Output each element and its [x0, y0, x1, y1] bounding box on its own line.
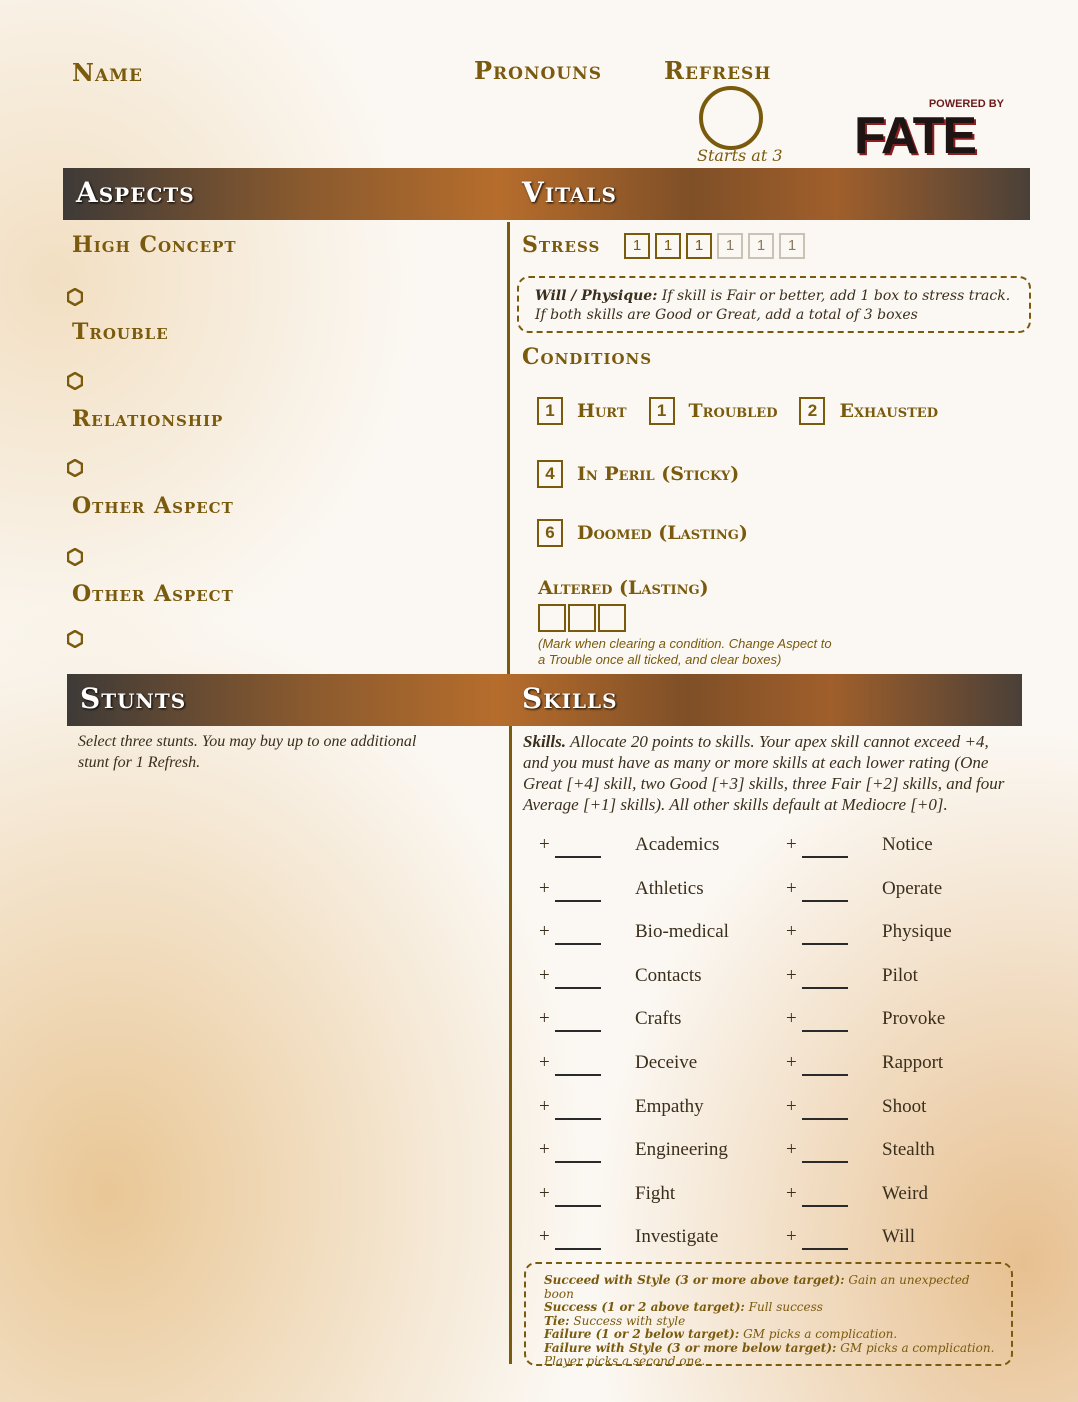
skill-rating-field[interactable]: [802, 1118, 848, 1120]
skills-intro-line2: and you must have as many or more skills at each lower rating (One: [523, 753, 989, 772]
outcome-label: Succeed with Style (3 or more above target):: [544, 1273, 845, 1287]
stunts-title: Stunts: [80, 682, 187, 715]
skills-intro-line3: Great [+4] skill, two Good [+3] skills, three Fair [+2] skills, and four: [523, 774, 1005, 793]
skill-row: [539, 1183, 739, 1213]
skill-rating-field[interactable]: [555, 1030, 601, 1032]
hexagon-icon[interactable]: [67, 630, 83, 648]
outcome-label: Failure with Style (3 or more below target):: [544, 1340, 837, 1355]
condition-box-doomed[interactable]: 6: [537, 519, 563, 547]
skill-plus: +: [539, 921, 550, 943]
skill-rating-field[interactable]: [802, 1030, 848, 1032]
skill-name: Pilot: [882, 964, 918, 986]
skill-plus: +: [539, 1139, 550, 1161]
skill-row: [786, 965, 986, 995]
fate-logo: [848, 98, 1008, 165]
outcome-text: Gain an unexpected boon: [544, 1273, 970, 1301]
condition-exhausted: Exhausted: [839, 400, 938, 422]
condition-box-troubled[interactable]: 1: [649, 397, 675, 425]
column-divider-top: [507, 222, 510, 674]
skill-plus: +: [539, 1226, 550, 1248]
skill-name: Investigate: [635, 1226, 719, 1248]
condition-hurt: Hurt: [577, 400, 627, 422]
skill-row: [539, 921, 739, 951]
skill-name: Rapport: [882, 1052, 944, 1073]
skill-row: [786, 1008, 986, 1038]
skills-intro-bold: Skills.: [523, 732, 566, 751]
vitals-title: Vitals: [522, 176, 617, 209]
skill-name: Provoke: [882, 1008, 946, 1030]
stunts-intro-line2: stunt for 1 Refresh.: [78, 754, 201, 771]
skill-plus: +: [539, 877, 550, 899]
outcome-text: Full success: [744, 1300, 823, 1314]
skill-name: Contacts: [635, 964, 702, 986]
condition-troubled: Troubled: [688, 400, 778, 422]
skill-plus: +: [539, 1095, 550, 1117]
outcome-label: Tie:: [544, 1313, 570, 1328]
altered-box[interactable]: [568, 604, 596, 632]
stunts-intro-line1: Select three stunts. You may buy up to one additional: [78, 733, 417, 750]
skill-rating-field[interactable]: [555, 987, 601, 989]
stress-box[interactable]: 1: [779, 233, 805, 259]
skill-rating-field[interactable]: [555, 1161, 601, 1163]
stress-box[interactable]: 1: [655, 233, 681, 259]
stress-label: Stress: [522, 232, 601, 258]
refresh-label: Refresh: [664, 56, 772, 85]
skill-row: [539, 1052, 739, 1082]
aspects-title: Aspects: [76, 176, 195, 209]
altered-note-line2: a Trouble once all ticked, and clear boxes): [538, 652, 782, 667]
skill-name: Will: [882, 1226, 916, 1248]
condition-box-exhausted[interactable]: 2: [799, 397, 825, 425]
skill-plus: +: [786, 877, 797, 899]
skill-row: [786, 1052, 986, 1082]
outcome-label: Success (1 or 2 above target):: [544, 1300, 745, 1314]
condition-doomed: Doomed (Lasting): [577, 522, 748, 544]
skill-rating-field[interactable]: [555, 1205, 601, 1207]
stress-note: [517, 276, 1031, 333]
skill-rating-field[interactable]: [555, 856, 601, 858]
conditions-label: Conditions: [522, 344, 653, 370]
column-divider-bottom: [509, 726, 512, 1364]
skill-plus: +: [786, 921, 797, 943]
aspect-label-relationship: Relationship: [72, 406, 224, 432]
stress-box[interactable]: 1: [717, 233, 743, 259]
altered-box[interactable]: [598, 604, 626, 632]
stress-note-line1: If skill is Fair or better, add 1 box to stress track.: [657, 288, 1011, 304]
stunts-intro: [78, 731, 416, 773]
conditions-row-1: [537, 397, 938, 425]
outcome-text: GM picks a complication.: [739, 1327, 898, 1341]
skill-rating-field[interactable]: [555, 943, 601, 945]
hexagon-icon[interactable]: [67, 288, 83, 306]
skill-name: Athletics: [635, 877, 704, 899]
conditions-row-3: [537, 519, 770, 547]
skill-plus: +: [786, 1052, 797, 1073]
pronouns-label: Pronouns: [474, 56, 602, 85]
skill-plus: +: [786, 1095, 797, 1117]
skill-plus: +: [786, 834, 797, 855]
skill-row: [539, 878, 739, 908]
skill-plus: +: [539, 964, 550, 986]
skill-row: [539, 1008, 739, 1038]
stress-note-bold: Will / Physique:: [535, 288, 658, 304]
skill-rating-field[interactable]: [802, 1074, 848, 1076]
condition-box-in-peril[interactable]: 4: [537, 460, 563, 488]
skill-row: [786, 921, 986, 951]
skill-rating-field[interactable]: [555, 1074, 601, 1076]
skill-row: [539, 965, 739, 995]
skill-row: [786, 878, 986, 908]
altered-label: Altered (Lasting): [538, 577, 709, 599]
hexagon-icon[interactable]: [67, 459, 83, 477]
logo-powered-by: POWERED BY: [928, 98, 1004, 110]
altered-track: [538, 604, 628, 636]
skills-intro-line1: Allocate 20 points to skills. Your apex skill cannot exceed +4,: [566, 732, 989, 751]
skill-row: [539, 1226, 739, 1256]
stress-box[interactable]: 1: [748, 233, 774, 259]
aspect-label-high-concept: High Concept: [72, 232, 237, 258]
skill-name: Physique: [882, 921, 952, 943]
skill-rating-field[interactable]: [555, 1118, 601, 1120]
skill-rating-field[interactable]: [802, 943, 848, 945]
skill-row: [786, 834, 986, 864]
name-label: Name: [72, 58, 143, 87]
skill-rating-field[interactable]: [802, 1248, 848, 1250]
skill-name: Operate: [882, 877, 943, 899]
altered-note-line1: (Mark when clearing a condition. Change Aspect to: [538, 636, 832, 651]
skill-rating-field[interactable]: [802, 900, 848, 902]
skill-row: [539, 834, 739, 864]
skill-name: Academics: [635, 834, 720, 855]
skill-row: [539, 1096, 739, 1126]
skill-rating-field[interactable]: [802, 1205, 848, 1207]
skill-name: Shoot: [882, 1095, 927, 1117]
stress-note-line2: If both skills are Good or Great, add a total of 3 boxes: [535, 307, 918, 323]
skill-row: [786, 1183, 986, 1213]
skill-plus: +: [539, 834, 550, 855]
skill-row: [786, 1096, 986, 1126]
skill-name: Bio-medical: [635, 921, 729, 943]
skill-row: [786, 1139, 986, 1169]
skill-row: [539, 1139, 739, 1169]
skill-name: Empathy: [635, 1095, 704, 1117]
outcome-text: Success with style: [569, 1313, 686, 1328]
skill-plus: +: [539, 1052, 550, 1073]
skill-name: Deceive: [635, 1052, 698, 1073]
skill-name: Weird: [882, 1182, 928, 1204]
outcome-label: Failure (1 or 2 below target):: [544, 1327, 740, 1341]
skill-plus: +: [786, 1139, 797, 1161]
hexagon-icon[interactable]: [67, 548, 83, 566]
outcome-text: GM picks a complication.: [836, 1340, 995, 1355]
skill-row: [786, 1226, 986, 1256]
aspect-label-trouble: Trouble: [72, 319, 169, 345]
aspect-label-other-1: Other Aspect: [72, 493, 234, 519]
skill-rating-field[interactable]: [802, 856, 848, 858]
skill-plus: +: [539, 1182, 550, 1204]
aspect-label-other-2: Other Aspect: [72, 581, 234, 607]
stress-box[interactable]: 1: [624, 233, 650, 259]
skill-plus: +: [786, 1182, 797, 1204]
stress-box[interactable]: 1: [686, 233, 712, 259]
condition-in-peril: In Peril (Sticky): [577, 463, 740, 485]
skill-name: Notice: [882, 834, 933, 855]
skill-name: Crafts: [635, 1008, 682, 1030]
outcomes-box: [524, 1262, 1013, 1366]
skill-rating-field[interactable]: [802, 987, 848, 989]
skill-name: Engineering: [635, 1139, 728, 1161]
skill-rating-field[interactable]: [555, 1248, 601, 1250]
skill-rating-field[interactable]: [802, 1161, 848, 1163]
skill-plus: +: [786, 1226, 797, 1248]
refresh-hint: Starts at 3: [697, 146, 783, 165]
skill-name: Fight: [635, 1182, 676, 1204]
skill-name: Stealth: [882, 1139, 935, 1161]
condition-box-hurt[interactable]: 1: [537, 397, 563, 425]
skill-plus: +: [786, 964, 797, 986]
refresh-circle[interactable]: [699, 86, 763, 150]
hexagon-icon[interactable]: [67, 372, 83, 390]
stress-track: [624, 233, 810, 259]
skills-title: Skills: [522, 682, 618, 715]
skill-rating-field[interactable]: [555, 900, 601, 902]
skill-plus: +: [539, 1008, 550, 1030]
skills-intro: [523, 731, 1004, 815]
altered-box[interactable]: [538, 604, 566, 632]
skill-plus: +: [786, 1008, 797, 1030]
conditions-row-2: [537, 460, 761, 488]
logo-fate: FATE: [854, 107, 976, 165]
skills-intro-line4: Average [+1] skills). All other skills default at Mediocre [+0].: [523, 795, 948, 814]
outcome-text: Player picks a second one.: [544, 1354, 706, 1368]
